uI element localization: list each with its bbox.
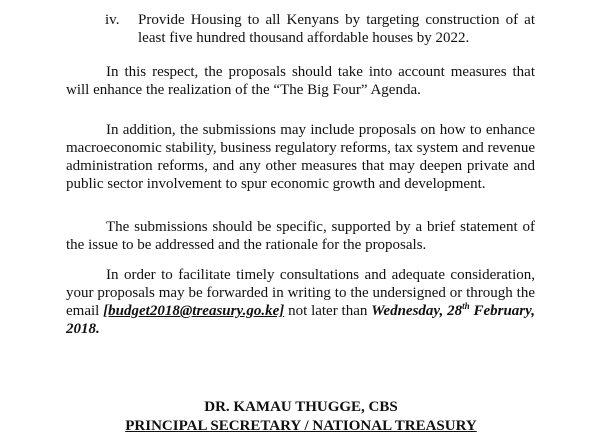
email-link[interactable]: [budget2018@treasury.go.ke]	[103, 303, 285, 319]
paragraph-submissions-scope: In addition, the submissions may include proposals on how to enhance macroeconomic stability, business regulatory reforms, tax system and revenue administration reforms, and any other measures that may deepen private and public sector involvement to spur economic growth and development.	[66, 122, 535, 192]
paragraph-big-four: In this respect, the proposals should take into account measures that will enhance the realization of the “The Big Four” Agenda.	[66, 64, 535, 98]
paragraph-submissions-specific: The submissions should be specific, supported by a brief statement of the issue to be addressed and the rationale for the proposals.	[66, 219, 535, 253]
paragraph-submission-deadline	[66, 266, 535, 338]
deadline-ordinal: th	[462, 301, 470, 311]
deadline-day: Wednesday, 28	[371, 303, 463, 319]
deadline-month-year: February, 2018	[66, 303, 535, 337]
deadline-period: .	[96, 321, 100, 337]
list-item-text: Provide Housing to all Kenyans by targeting construction of at least five hundred thousand affordable houses by 2022.	[138, 12, 535, 46]
signature-block	[0, 398, 602, 436]
deadline-middle-text: not later than	[284, 303, 372, 319]
signatory-name: DR. KAMAU THUGGE, CBS	[204, 399, 398, 415]
deadline-intro-text: In order to facilitate timely consultations and adequate consideration, your proposals may be forwarded in writing to the undersigned or through the email	[66, 267, 535, 319]
signatory-title: PRINCIPAL SECRETARY / NATIONAL TREASURY	[125, 418, 477, 434]
list-marker: iv.	[105, 12, 120, 28]
